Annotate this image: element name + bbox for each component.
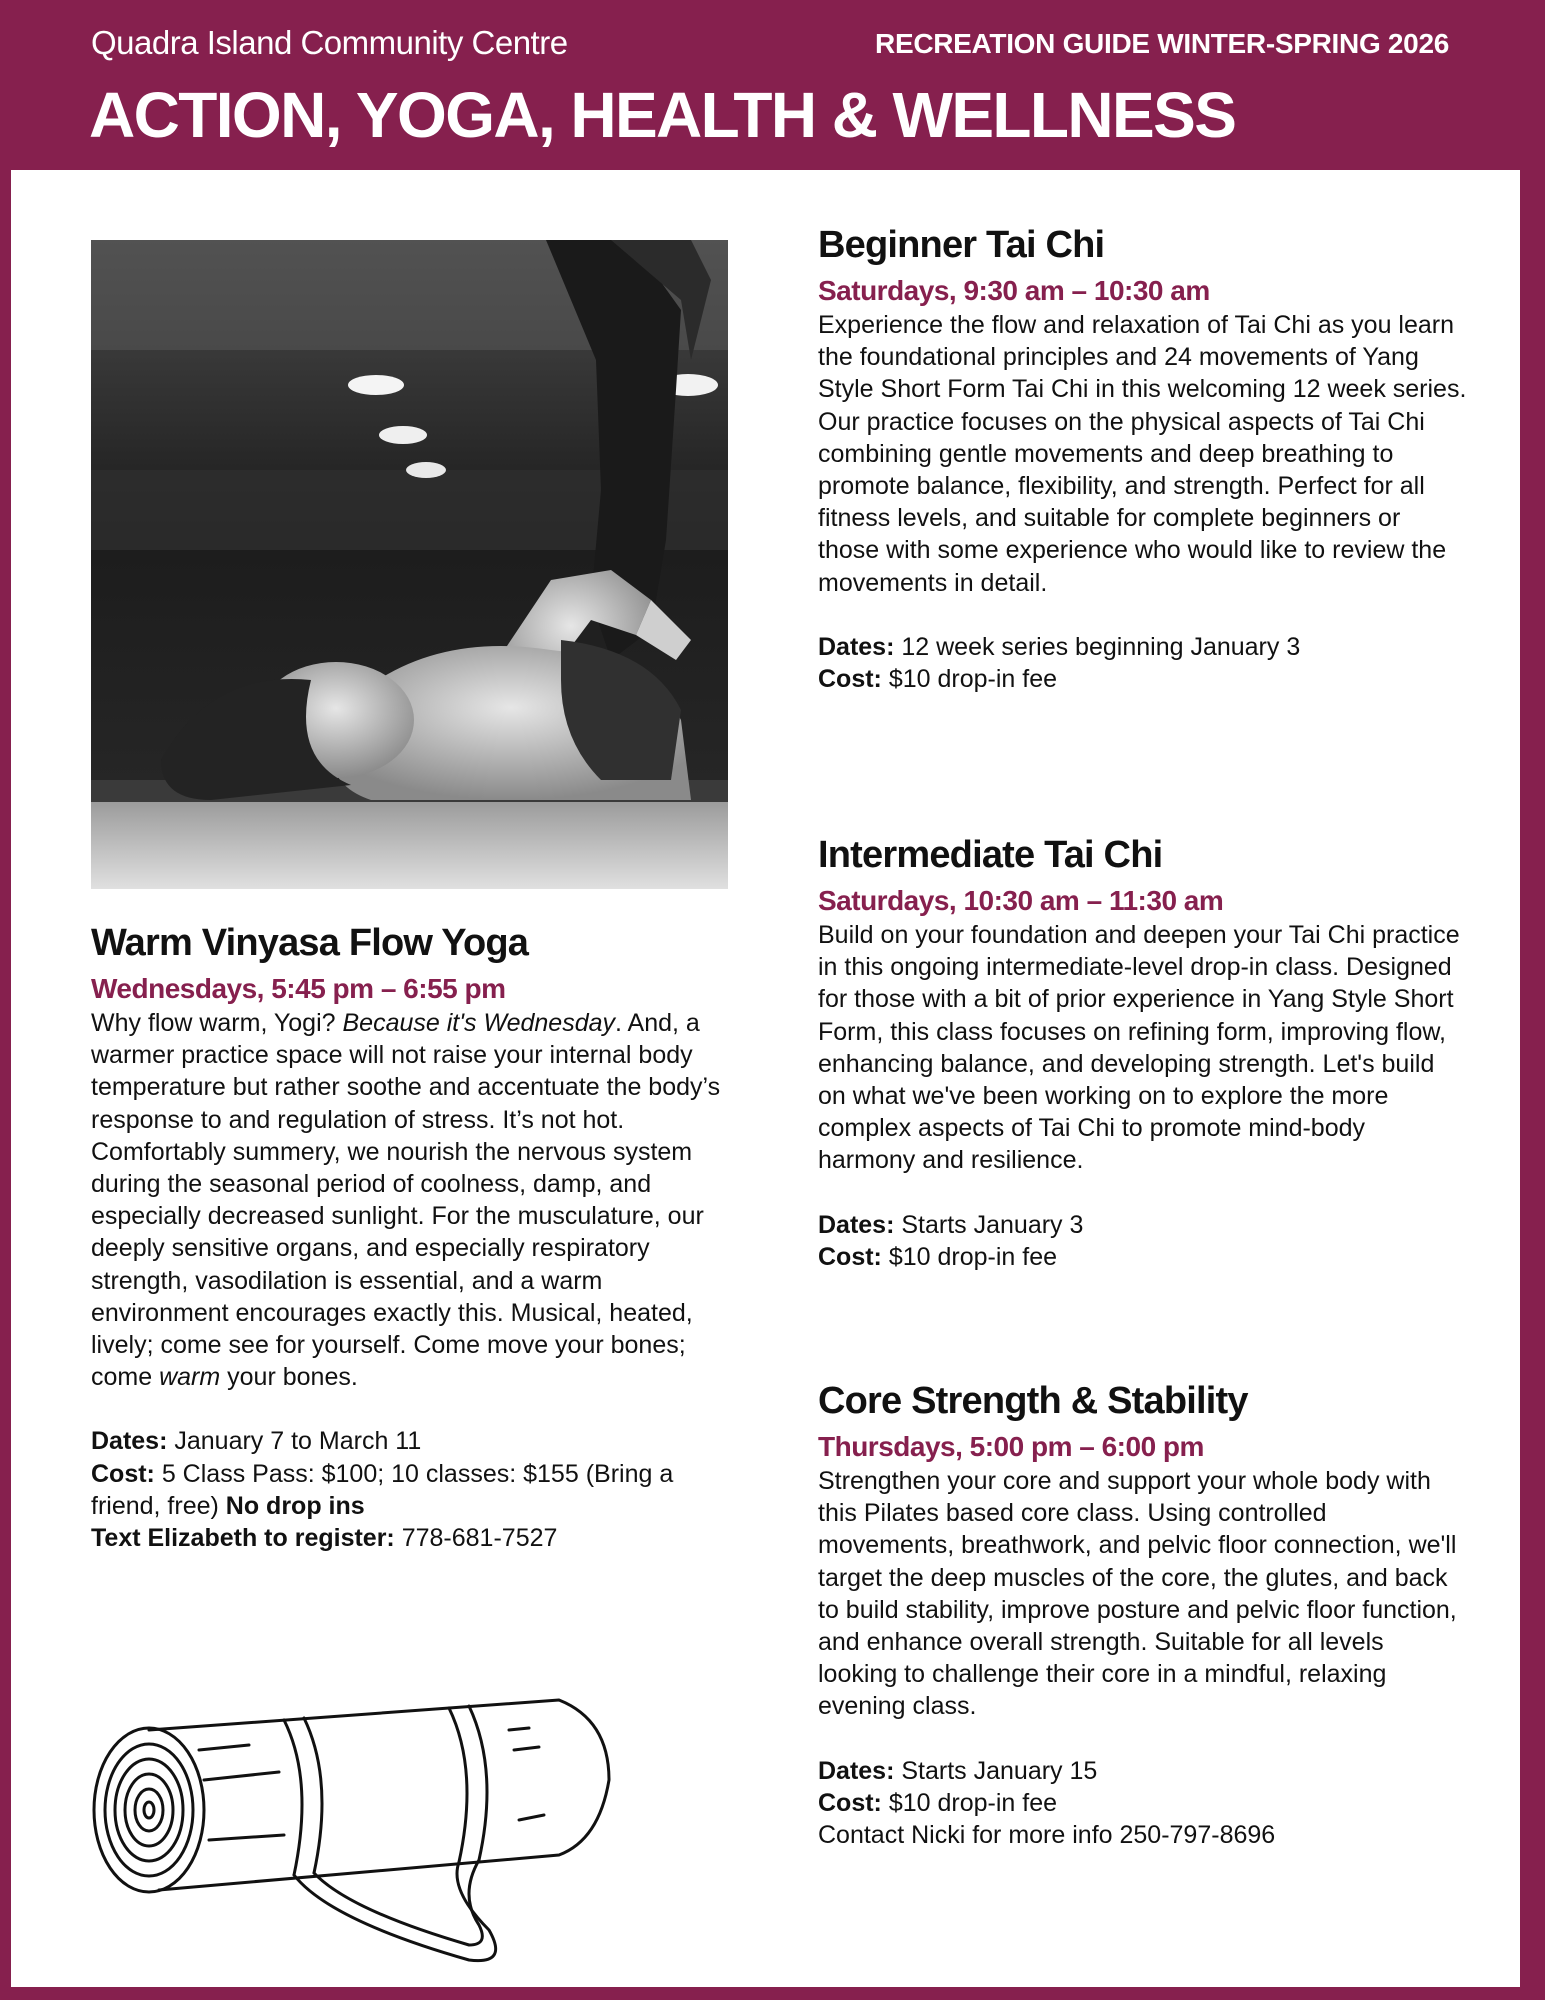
page-title: ACTION, YOGA, HEALTH & WELLNESS — [89, 79, 1236, 151]
yoga-dates — [91, 1425, 731, 1457]
core-info — [818, 1755, 1468, 1852]
yoga-section — [91, 922, 731, 1554]
org-name: Quadra Island Community Centre — [91, 24, 568, 61]
cost-label: Cost: — [818, 1788, 882, 1817]
yoga-cost — [91, 1458, 731, 1522]
yoga-info — [91, 1425, 731, 1554]
dates-label: Dates: — [818, 1756, 895, 1785]
core-cost — [818, 1787, 1468, 1819]
core-description: Strengthen your core and support your whole body with this Pilates based core class. Using controlled movements, breathwork, and pelvic floor connection, we'll target the deep muscles of the core, the glutes, and back to build stability, improve posture and pelvic floor function, and enhance overall strength. Suitable for all levels looking to challenge their core in a mindful, relaxing evening class. — [818, 1467, 1457, 1721]
yoga-desc-part: . And, a warmer practice space will not raise your internal body temperature but rather soothe and accentuate the body’s response to and regulation of stress. It’s not hot. Comfortably summery, we nourish the nervous system during the seasonal period of coolness, damp, and especially decreased sunlight. For the musculature, our deeply sensitive organs, and especially respiratory strength, vasodilation is essential, and a warm environment encourages exactly this. Musical, heated, lively; come see for yourself. Come move your bones; come — [91, 1009, 721, 1392]
no-drop-ins: No drop ins — [225, 1491, 365, 1520]
cost-value: $10 drop-in fee — [881, 1788, 1058, 1817]
core-strength-section — [818, 1380, 1468, 1851]
rolled-yoga-mat-illustration — [89, 1690, 629, 1970]
intermediate-tai-chi-section — [818, 834, 1468, 1273]
cost-value: 5 Class Pass: $100; 10 classes: $155 (Bring a friend, free) — [91, 1459, 674, 1520]
yoga-title: Warm Vinyasa Flow Yoga — [91, 922, 529, 964]
cost-label: Cost: — [818, 1242, 882, 1271]
beginner-schedule: Saturdays, 9:30 am – 10:30 am — [818, 275, 1210, 306]
beginner-description: Experience the flow and relaxation of Tai Chi as you learn the foundational principles and 24 movements of Yang Style Short Form Tai Chi in this welcoming 12 week series. Our practice focuses on the physical aspects of Tai Chi combining gentle movements and deep breathing to promote balance, flexibility, and strength. Perfect for all fitness levels, and suitable for complete beginners or those with some experience who would like to review the movements in detail. — [818, 311, 1467, 597]
beginner-cost — [818, 663, 1468, 695]
yoga-desc-part: Why flow warm, Yogi? — [91, 1009, 343, 1037]
core-title: Core Strength & Stability — [818, 1380, 1248, 1422]
core-contact: Contact Nicki for more info 250-797-8696 — [818, 1821, 1276, 1850]
content-panel — [11, 170, 1520, 1987]
yoga-schedule: Wednesdays, 5:45 pm – 6:55 pm — [91, 973, 506, 1004]
dates-label: Dates: — [818, 632, 895, 661]
dates-value: January 7 to March 11 — [167, 1427, 422, 1456]
dates-value: 12 week series beginning January 3 — [894, 632, 1301, 661]
intermediate-title: Intermediate Tai Chi — [818, 834, 1163, 876]
beginner-title: Beginner Tai Chi — [818, 224, 1105, 266]
core-dates — [818, 1755, 1468, 1787]
dates-label: Dates: — [91, 1427, 168, 1456]
register-label: Text Elizabeth to register: — [91, 1524, 395, 1553]
beginner-info — [818, 631, 1468, 695]
yoga-register — [91, 1522, 731, 1554]
beginner-dates — [818, 631, 1468, 663]
cost-label: Cost: — [91, 1459, 155, 1488]
yoga-description — [91, 1007, 731, 1393]
core-schedule: Thursdays, 5:00 pm – 6:00 pm — [818, 1431, 1204, 1462]
header-banner — [0, 0, 1545, 170]
intermediate-cost — [818, 1241, 1468, 1273]
yoga-desc-part: your bones. — [220, 1363, 358, 1392]
intermediate-dates — [818, 1209, 1468, 1241]
yoga-desc-italic: warm — [159, 1363, 221, 1392]
intermediate-description: Build on your foundation and deepen your Tai Chi practice in this ongoing intermediate-level drop-in class. Designed for those with a bit of prior experience in Yang Style Short Form, this class focuses on refining form, improving flow, enhancing balance, and developing strength. Let's build on what we've been working on to explore the more complex aspects of Tai Chi to promote mind-body harmony and resilience. — [818, 921, 1460, 1175]
dates-value: Starts January 3 — [894, 1210, 1084, 1239]
guide-name: RECREATION GUIDE WINTER-SPRING 2026 — [875, 28, 1449, 59]
cost-value: $10 drop-in fee — [881, 665, 1058, 694]
yoga-desc-italic: Because it's Wednesday — [342, 1009, 616, 1037]
register-phone: 778-681-7527 — [394, 1524, 558, 1553]
yoga-pose-photo — [91, 240, 728, 889]
intermediate-schedule: Saturdays, 10:30 am – 11:30 am — [818, 885, 1224, 916]
dates-value: Starts January 15 — [894, 1756, 1098, 1785]
beginner-tai-chi-section — [818, 224, 1468, 695]
dates-label: Dates: — [818, 1210, 895, 1239]
intermediate-info — [818, 1209, 1468, 1273]
cost-label: Cost: — [818, 665, 882, 694]
cost-value: $10 drop-in fee — [881, 1242, 1058, 1271]
